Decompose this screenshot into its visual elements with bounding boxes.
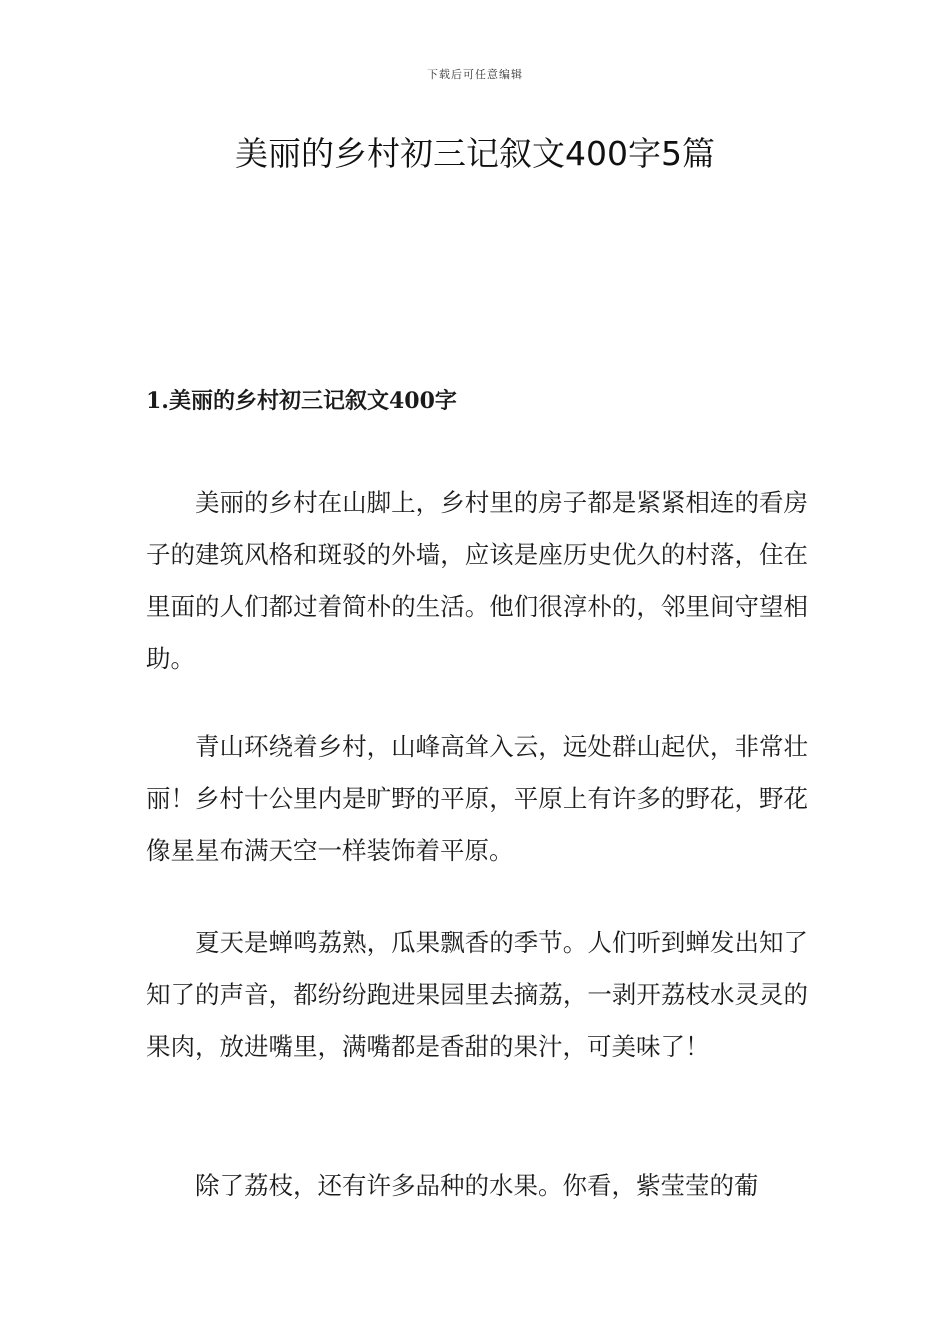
paragraph-1: 美丽的乡村在山脚上，乡村里的房子都是紧紧相连的看房子的建筑风格和斑驳的外墙，应该是座历史优久的村落，住在里面的人们都过着简朴的生活。他们很淳朴的，邻里间守望相助。 bbox=[146, 488, 808, 673]
paragraph-4: 除了荔枝，还有许多品种的水果。你看，紫莹莹的葡 bbox=[195, 1171, 759, 1200]
paragraph-2: 青山环绕着乡村，山峰高耸入云，远处群山起伏，非常壮丽！乡村十公里内是旷野的平原，平原上有许多的野花，野花像星星布满天空一样装饰着平原。 bbox=[146, 732, 808, 865]
section-heading: 1.美丽的乡村初三记叙文400字 bbox=[146, 388, 457, 414]
header-note: 下载后可任意编辑 bbox=[427, 68, 523, 81]
document-title: 美丽的乡村初三记叙文400字5篇 bbox=[235, 134, 715, 173]
paragraph-3: 夏天是蝉鸣荔熟，瓜果飘香的季节。人们听到蝉发出知了知了的声音，都纷纷跑进果园里去摘荔，一剥开荔枝水灵灵的果肉，放进嘴里，满嘴都是香甜的果汁，可美味了！ bbox=[146, 928, 808, 1061]
